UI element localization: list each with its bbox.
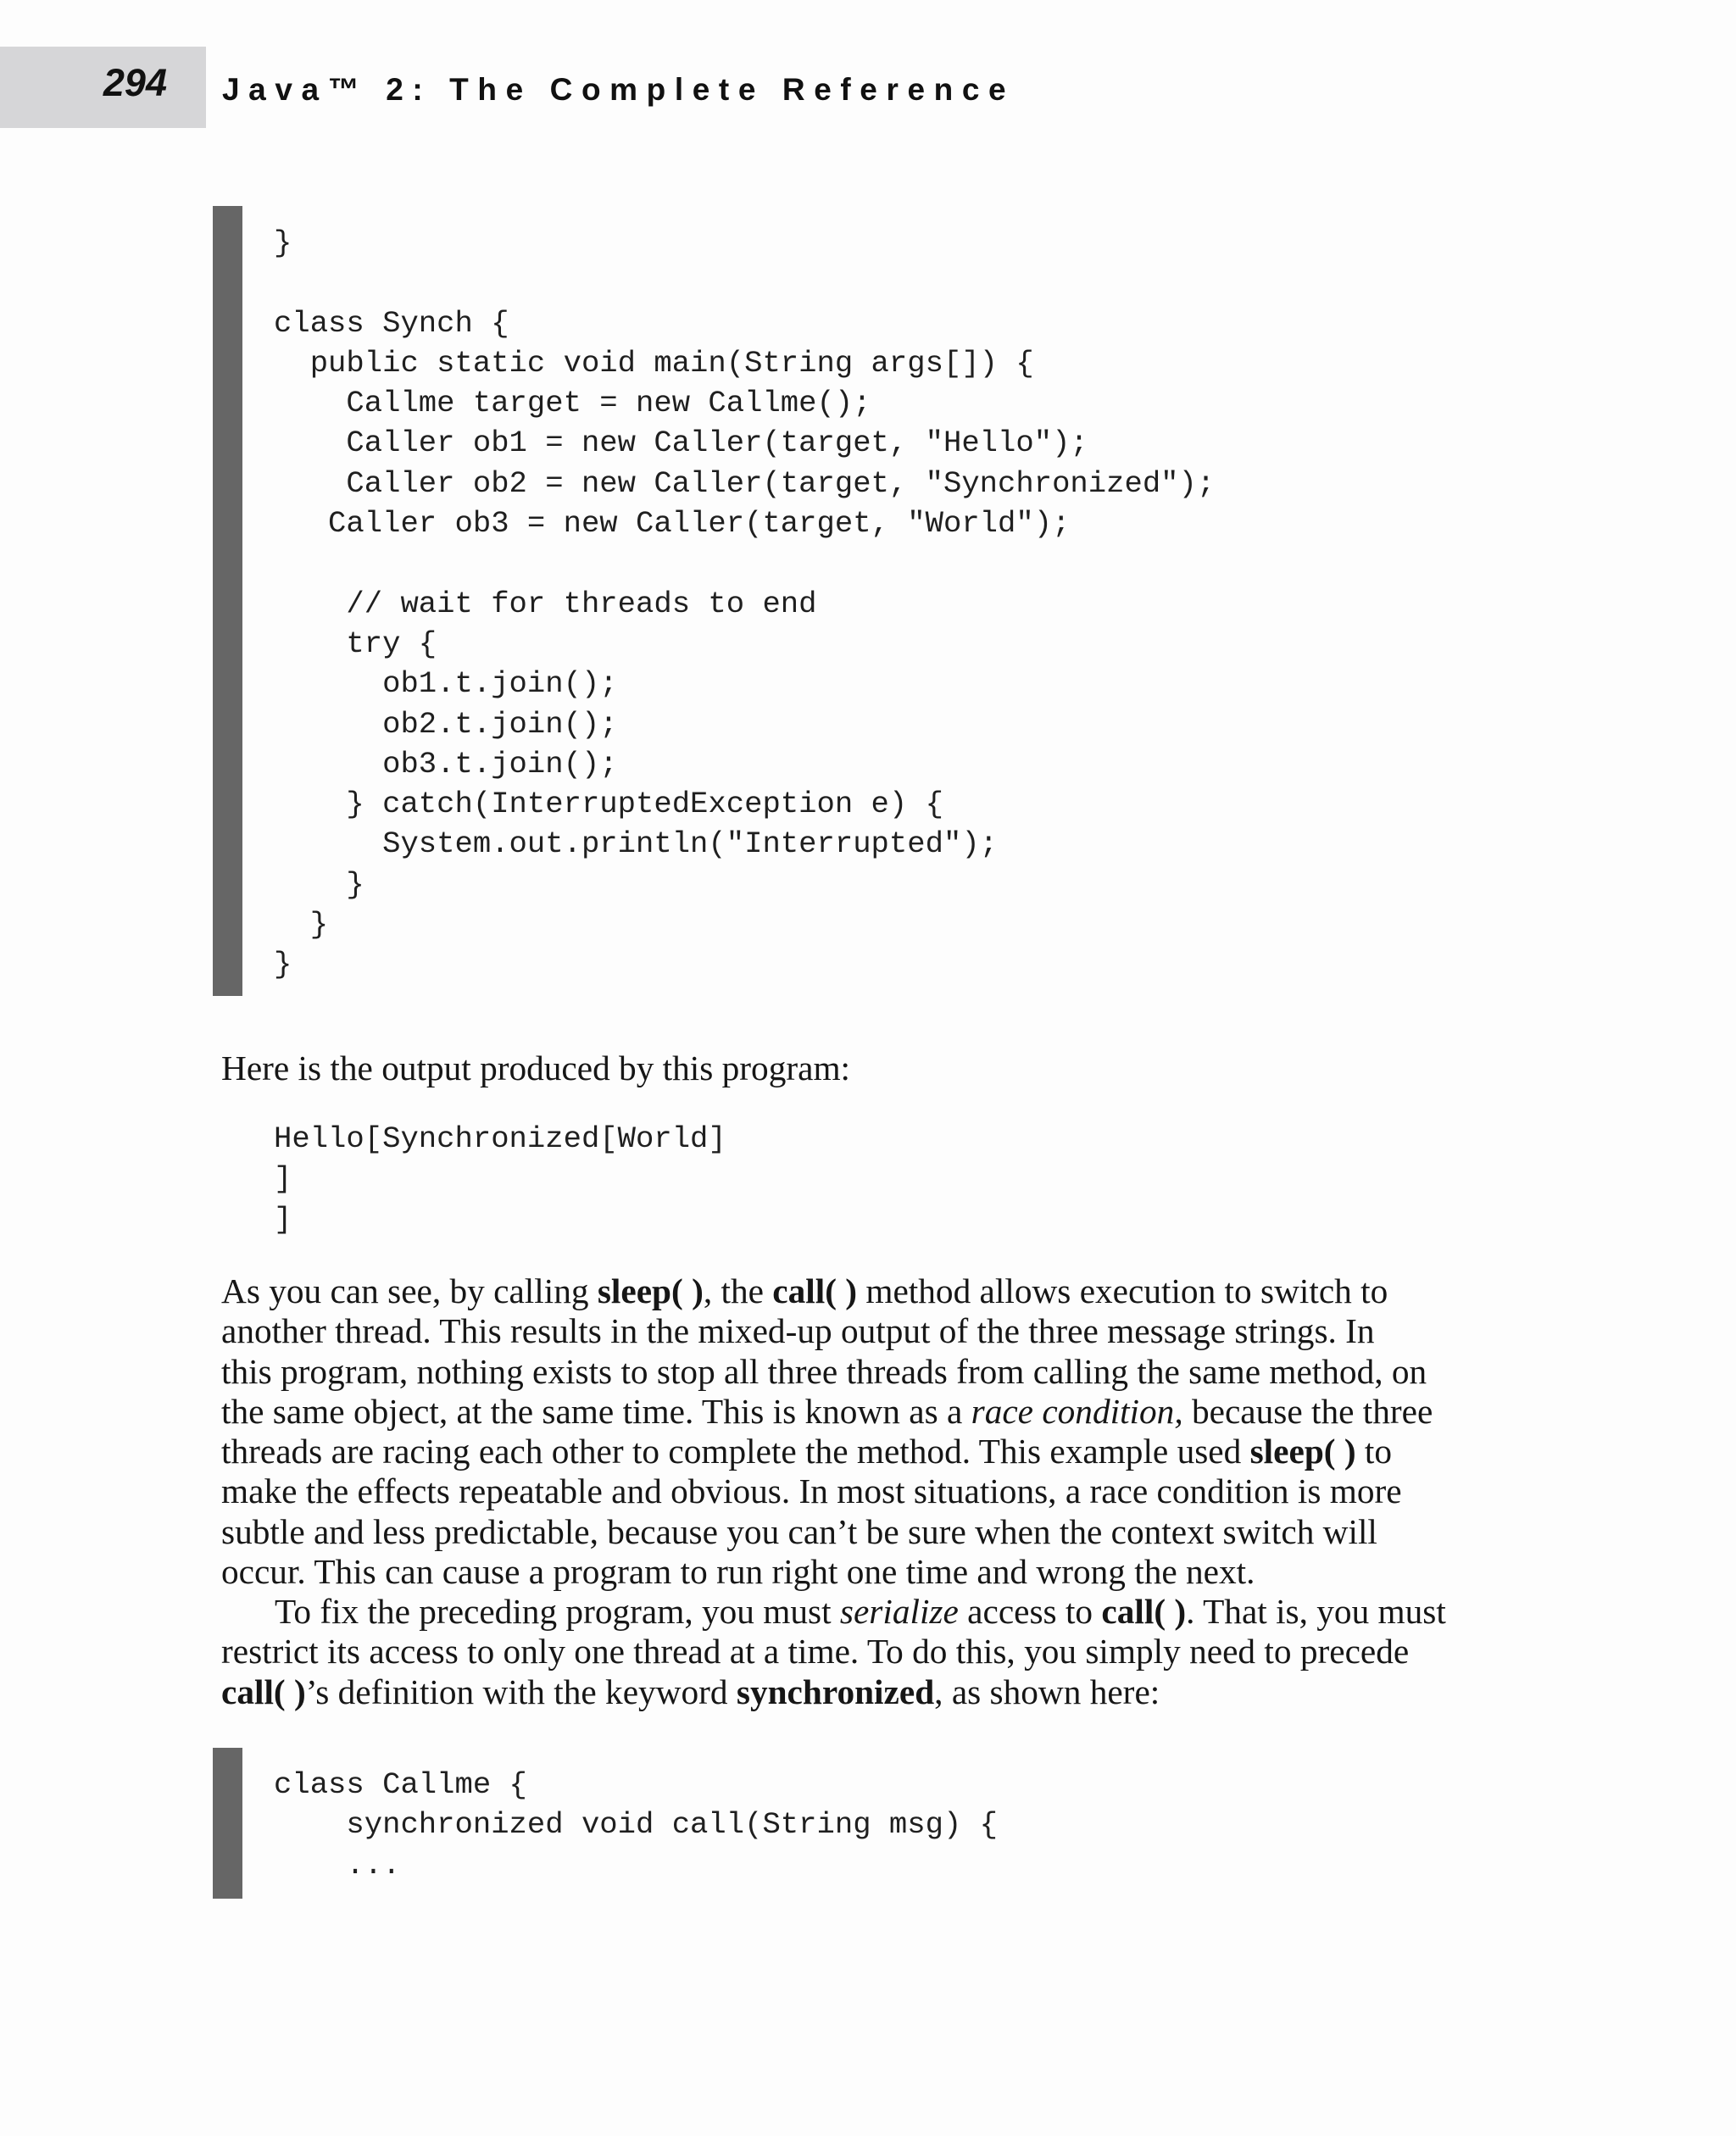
text-line: call( )’s definition with the keyword synchronized, as shown here: <box>221 1672 1160 1711</box>
keyword-term: synchronized <box>736 1672 935 1711</box>
code-line: } <box>274 907 329 943</box>
code-line: ob1.t.join(); <box>274 666 618 702</box>
text-line: occur. This can cause a program to run right one time and wrong the next. <box>221 1552 1255 1592</box>
code-block-2 <box>274 1765 998 1885</box>
code-line: public static void main(String args[]) { <box>274 345 1034 381</box>
code-block-1 <box>274 223 1215 985</box>
page-number-tab <box>0 47 206 128</box>
text-line: As you can see, by calling sleep( ), the call( ) method allows execution to switch to <box>221 1271 1388 1310</box>
code-line: synchronized void call(String msg) { <box>274 1807 999 1843</box>
code-block-1-bar <box>213 206 242 996</box>
code-line: ob3.t.join(); <box>274 746 618 782</box>
paragraph-race-condition <box>221 1271 1493 1592</box>
code-term: sleep( ) <box>597 1271 704 1310</box>
code-line: System.out.println("Interrupted"); <box>274 826 999 862</box>
text-line: this program, nothing exists to stop all three threads from calling the same method, on <box>221 1351 1427 1391</box>
code-term: sleep( ) <box>1249 1432 1356 1471</box>
code-line: // wait for threads to end <box>274 586 817 621</box>
text-line: make the effects repeatable and obvious. In most situations, a race condition is more <box>221 1471 1402 1511</box>
code-term: call( ) <box>772 1271 858 1310</box>
code-line: Caller ob3 = new Caller(target, "World"); <box>274 506 1071 542</box>
text-line: another thread. This results in the mixed-up output of the three message strings. In <box>221 1311 1375 1351</box>
text-line: restrict its access to only one thread at a time. To do this, you simply need to precede <box>221 1632 1410 1672</box>
code-line: } <box>274 866 364 902</box>
text-line: To fix the preceding program, you must serialize access to call( ). That is, you must <box>275 1592 1446 1631</box>
text-line: subtle and less predictable, because you can’t be sure when the context switch will <box>221 1511 1377 1551</box>
emphasis-term: serialize <box>839 1592 959 1631</box>
program-output <box>274 1119 726 1239</box>
code-line: Caller ob2 = new Caller(target, "Synchronized"); <box>274 465 1216 501</box>
running-head: Java™ 2: The Complete Reference <box>222 72 1015 107</box>
paragraph-serialize <box>221 1592 1493 1712</box>
code-line: } catch(InterruptedException e) { <box>274 787 943 822</box>
text-line: threads are racing each other to complete the method. This example used sleep( ) to <box>221 1432 1393 1471</box>
code-line: Caller ob1 = new Caller(target, "Hello"); <box>274 426 1088 461</box>
code-line: try { <box>274 626 437 661</box>
output-intro-text <box>221 1049 1493 1088</box>
code-line <box>274 263 1215 303</box>
page-number: 294 <box>103 61 167 104</box>
text-line: the same object, at the same time. This is known as a race condition, because the three <box>221 1391 1433 1431</box>
code-term: call( ) <box>1101 1592 1187 1631</box>
output-intro-line: Here is the output produced by this program: <box>221 1049 851 1087</box>
code-line: } <box>274 947 292 982</box>
output-line: ] <box>274 1161 292 1197</box>
code-line: ob2.t.join(); <box>274 706 618 742</box>
code-line: ... <box>274 1847 401 1883</box>
output-line: ] <box>274 1201 292 1237</box>
code-line <box>274 543 1215 583</box>
code-line: Callme target = new Callme(); <box>274 386 871 421</box>
code-block-2-bar <box>213 1748 242 1899</box>
code-term: call( ) <box>221 1672 306 1711</box>
emphasis-term: race condition, <box>971 1391 1183 1431</box>
output-line: Hello[Synchronized[World] <box>274 1121 726 1156</box>
code-line: class Callme { <box>274 1767 527 1802</box>
code-line: class Synch { <box>274 305 509 341</box>
code-line: } <box>274 225 292 260</box>
